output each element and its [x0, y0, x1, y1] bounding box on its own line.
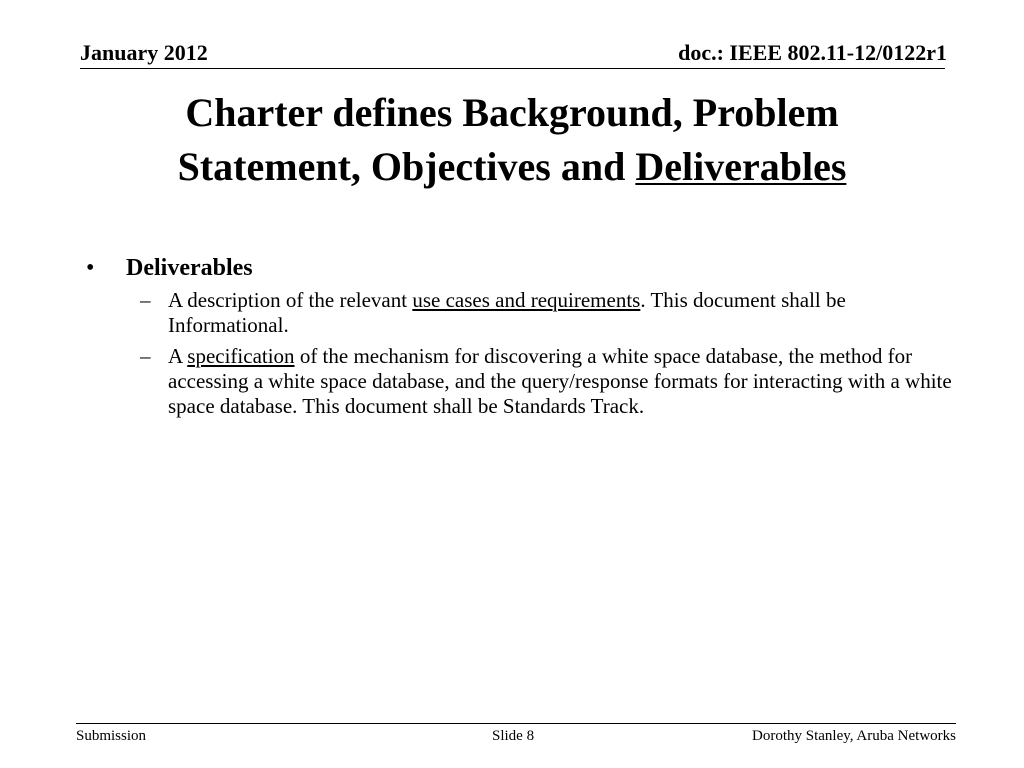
bullet-deliverables [86, 255, 986, 282]
sub-bullet-text-after: of the mechanism for discovering a white space database, the method for accessing a white space database, and the query/response formats for interacting with a white space database. This document shall be Standards Track. [168, 344, 952, 418]
footer-rule [76, 723, 956, 724]
bullet-icon: • [86, 255, 95, 281]
header-rule [80, 68, 945, 69]
sub-bullet-text [168, 288, 964, 338]
dash-icon: – [140, 288, 151, 312]
title-line-1: Charter defines Background, Problem [185, 90, 839, 135]
title-line-2-prefix: Statement, Objectives and [177, 144, 636, 189]
slide-body [86, 255, 986, 425]
slide-title [60, 86, 964, 194]
sub-bullet-item [86, 344, 986, 419]
sub-bullet-text-after: . This document shall be Informational. [168, 288, 846, 337]
sub-bullet-list [86, 288, 986, 419]
bullet-label: Deliverables [126, 255, 253, 281]
title-line-2 [60, 140, 964, 194]
header-date: January 2012 [80, 40, 208, 65]
sub-bullet-text-before: A description of the relevant [168, 288, 413, 312]
sub-bullet-text-underlined: use cases and requirements [412, 288, 641, 312]
sub-bullet-text [168, 344, 964, 419]
title-line-2-underlined: Deliverables [635, 144, 847, 189]
header-doc-id: doc.: IEEE 802.11-12/0122r1 [678, 40, 947, 65]
dash-icon: – [140, 344, 151, 368]
sub-bullet-text-before: A [168, 344, 188, 368]
footer-submission: Submission [76, 728, 147, 744]
footer-author: Dorothy Stanley, Aruba Networks [752, 728, 956, 744]
sub-bullet-text-underlined: specification [187, 344, 295, 368]
footer-slide-number: Slide 8 [492, 728, 535, 744]
sub-bullet-item [86, 288, 986, 338]
